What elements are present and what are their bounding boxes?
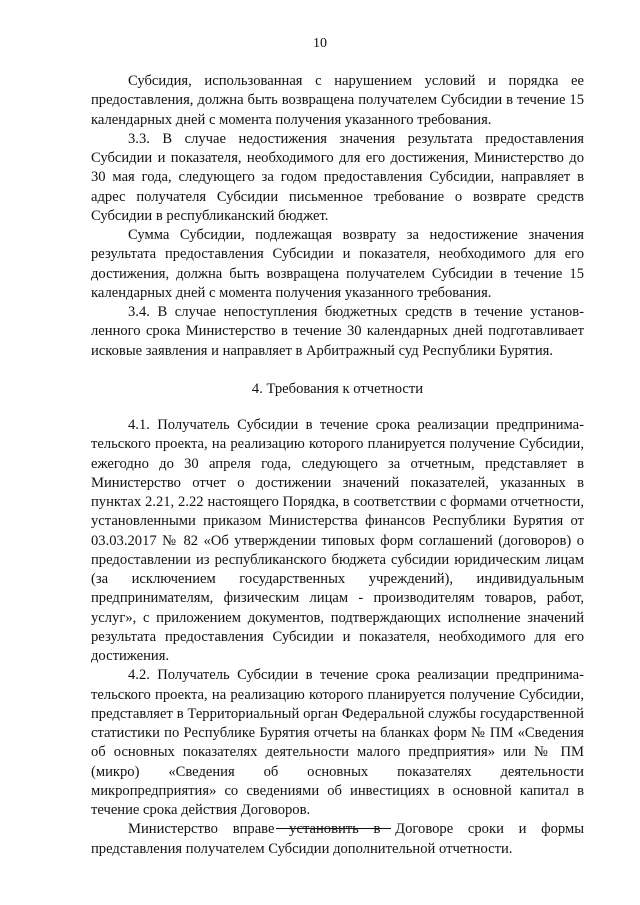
section-title: 4. Требования к отчетности <box>251 380 424 397</box>
document-body <box>91 72 584 859</box>
paragraph-3-4: 3.4. В случае непоступления бюджетных средств в течение установленного срока Министерство в течение 30 календарных дней подготавливает исковые заявления и направляет в Арбитражный суд Республики Бурятия. <box>91 304 584 359</box>
paragraph-4-1: 4.1. Получатель Субсидии в течение срока реализации предпринимательского проекта, на реализацию которого планируется получение Субсидии, ежегодно до 30 апреля года, следующего за отчетным, представляет в Министерство отчет о достижении значений показателей, указанных в пунктах 2.21, 2.22 настоящего Порядка, в соответствии с формами отчетности, установленными приказом Министерства финансов Республики Бурятия от 03.03.2017 № 82 «Об утверждении типовых форм соглашений (договоров) о предоставлении из республиканского бюджета субсидии юридическим лицам (за исключением государственных учреждений), индивидуальным предпринимателям, физическим лицам - производителям товаров, работ, услуг», с приложением документов, подтверждающих исполнение значений результата предоставления Субсидии и показателя, необходимого для его достижения. <box>91 417 584 664</box>
end-divider <box>276 828 391 829</box>
paragraph-4-2: 4.2. Получатель Субсидии в течение срока реализации предпринимательского проекта, на реализацию которого планируется получение Субсидии, представляет в Территориальный орган Федеральной службы государственной статистики по Республике Бурятия отчеты на бланках форм № ПМ «Сведения об основных показателях деятельности малого предприятия» или № ПМ (микро) «Сведения об основных показателях деятельности микропредприятия» со сведениями об инвестициях в основной капитал в течение срока действия Договоров. <box>91 667 584 818</box>
paragraph-subsidy-return: Субсидия, использованная с нарушением условий и порядка ее предоставления, должна быть возвращена получателем Субсидии в течение 15 календарных дней с момента получения указанного требования. <box>91 73 584 128</box>
paragraph-return-amount: Сумма Субсидии, подлежащая возврату за недостижение значения результата предоставления Субсидии и показателя, необходимого для его достижения, должна быть возвращена получателем Субсидии в течение 15 календарных дней с момента получения указанного требования. <box>91 227 584 301</box>
page-number: 10 <box>313 36 327 51</box>
paragraph-3-3: 3.3. В случае недостижения значения результата предоставления Субсидии и показателя, необходимого для его достижения, Министерство до 30 мая года, следующего за годом предоставления Субсидии, направляет в адрес получателя Субсидии письменное требование о возврате средств Субсидии в республиканский бюджет. <box>91 130 584 224</box>
paragraph-ministry-rights: Министерство вправе установить в Договоре сроки и формы представления получателем Субсидии дополнительной отчетности. <box>91 821 584 857</box>
